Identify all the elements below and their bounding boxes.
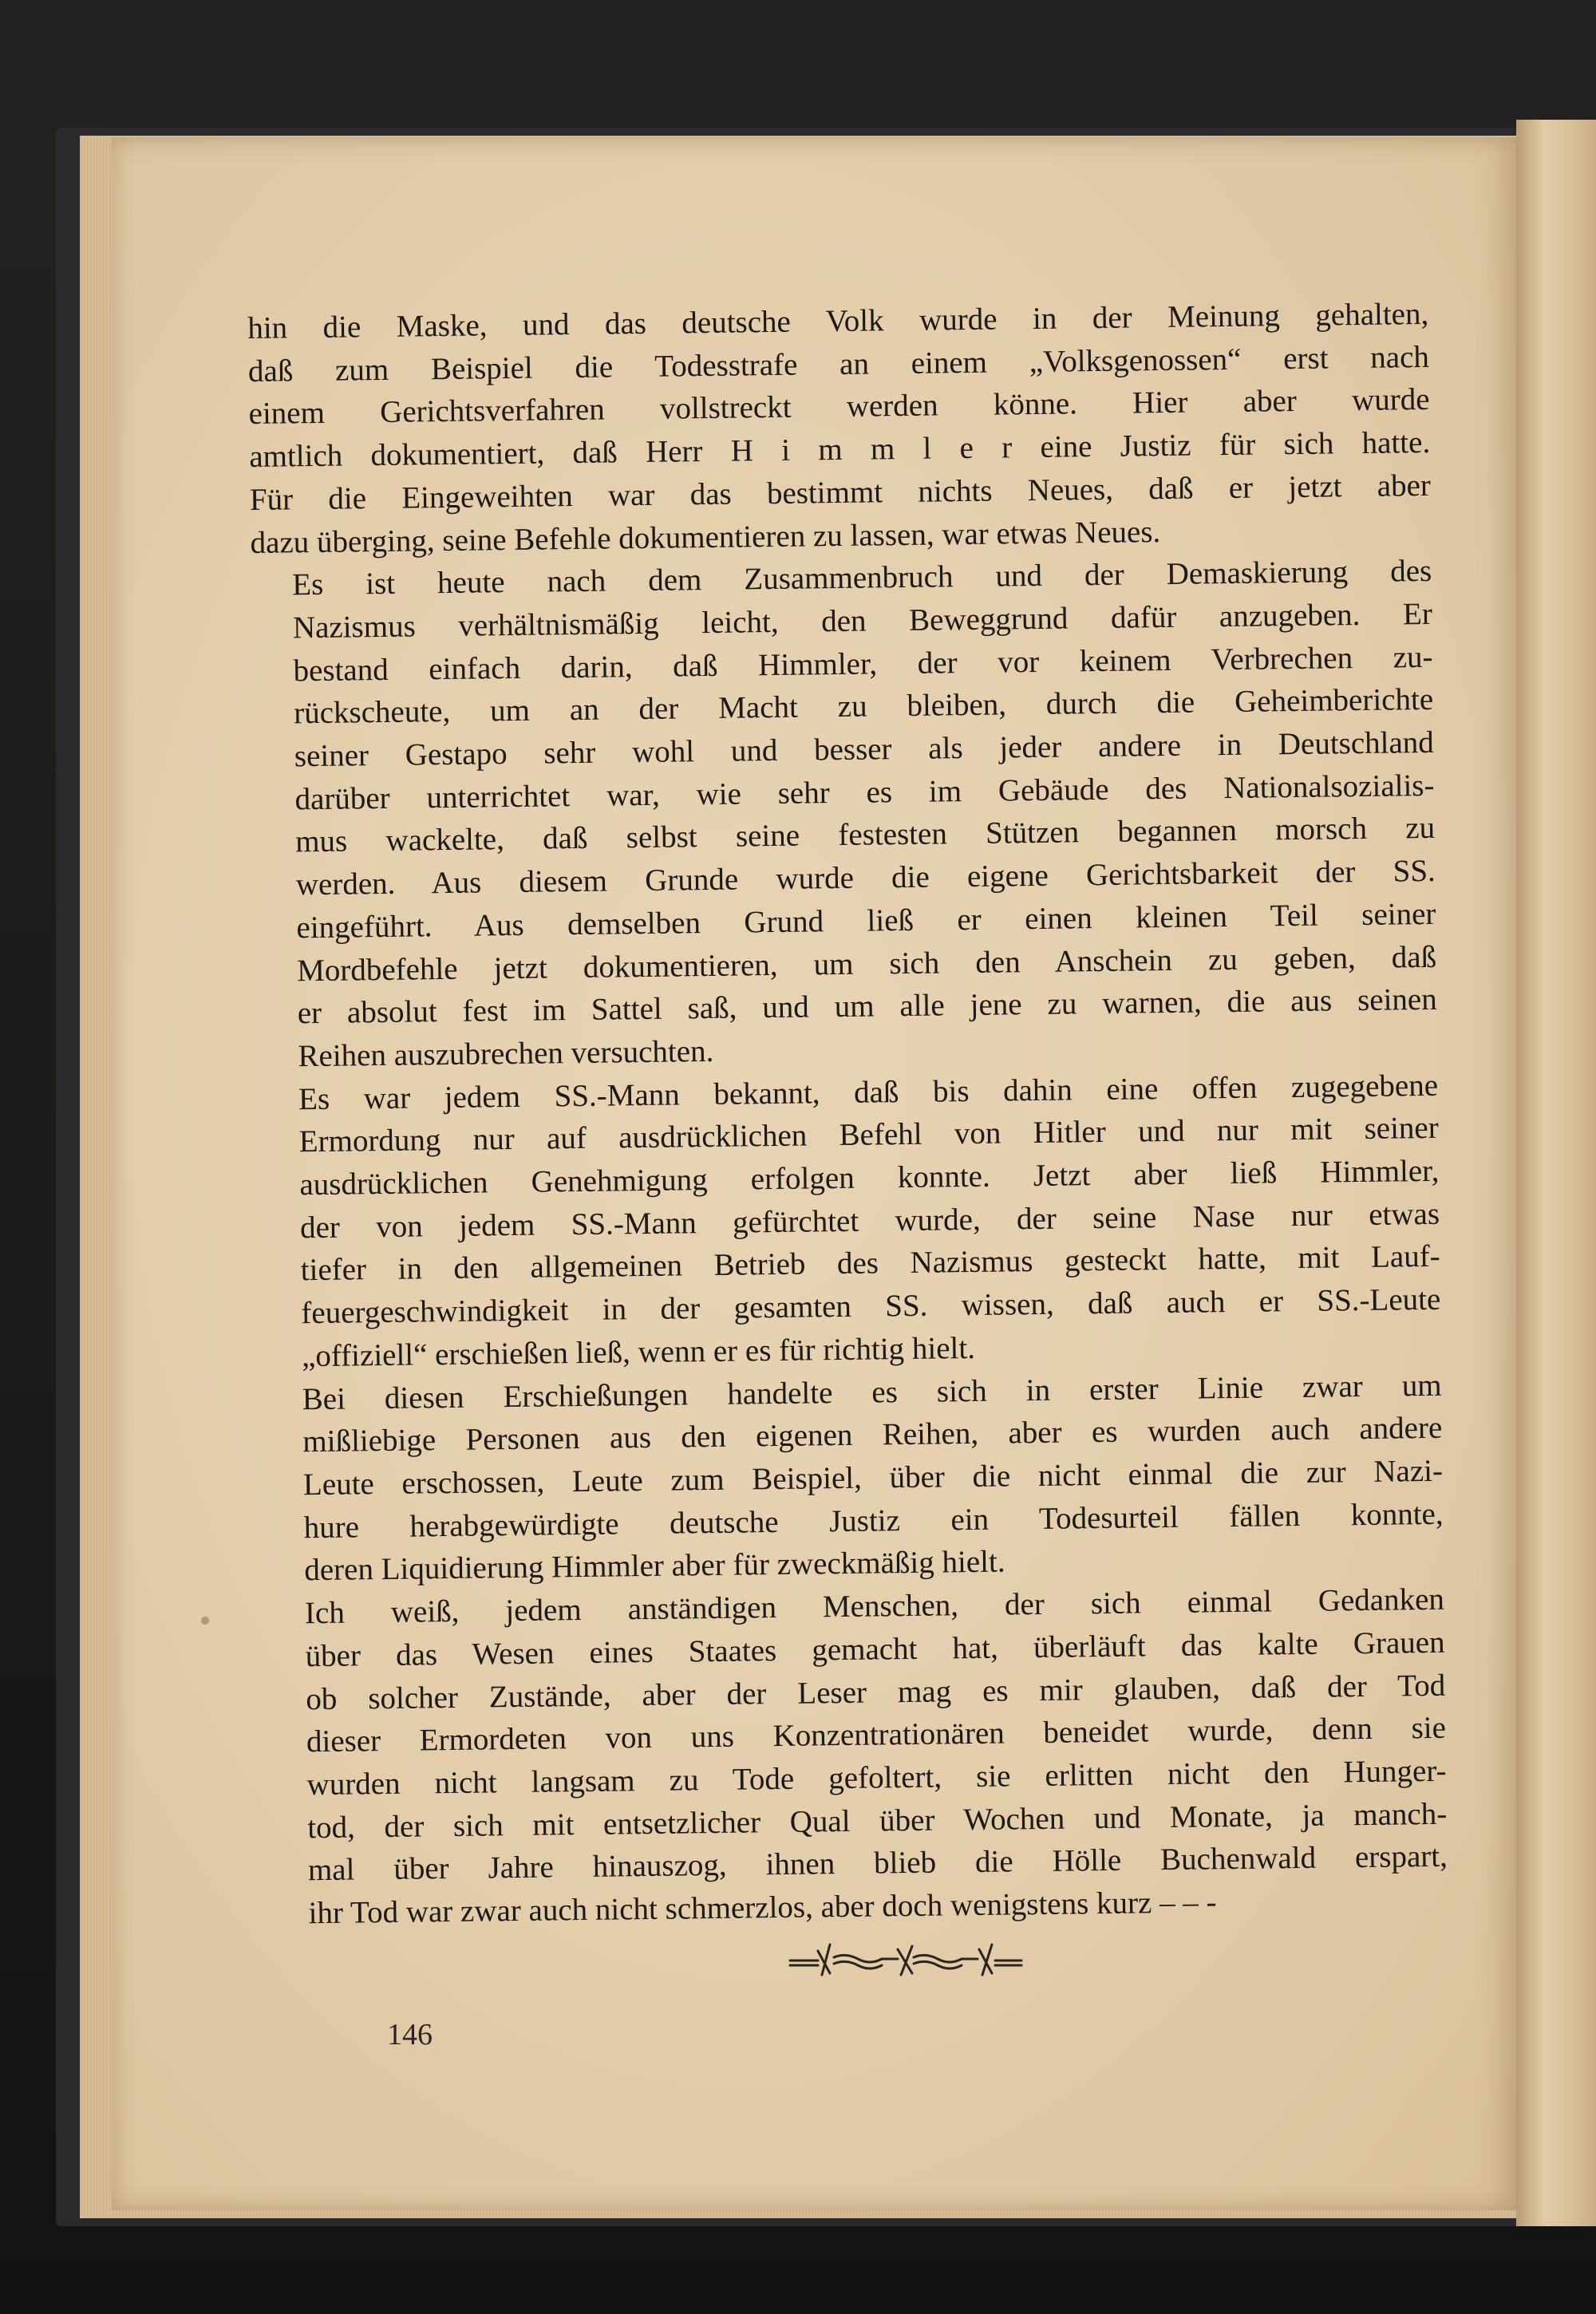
paragraph (247, 293, 1432, 564)
page-number: 146 (387, 2018, 433, 2051)
text-line: Es war jedem SS.-Mann bekannt, daß bis dahin eine offen zugegebene (298, 1068, 1439, 1116)
text-line: tiefer in den allgemeinen Betrieb des Nazismus gesteckt hatte, mit Lauf- (300, 1239, 1440, 1288)
text-line: Bei diesen Erschießungen handelte es sich in erster Linie zwar um (302, 1368, 1442, 1416)
text-line: Reihen auszubrechen versuchten. (298, 1033, 714, 1074)
paragraph (257, 1064, 1441, 1379)
body-text (247, 293, 1448, 1936)
next-page-edge (1516, 120, 1596, 2226)
text-line: der von jedem SS.-Mann gefürchtet wurde, der seine Nase nur etwas (299, 1196, 1440, 1246)
text-line: einem Gerichtsverfahren vollstreckt werden könne. Hier aber wurde (248, 382, 1430, 432)
text-line: amtlich dokumentiert, daß Herr H i m m l e r eine Justiz für sich hatte. (249, 425, 1431, 475)
text-line: ausdrücklichen Genehmigung erfolgen konnte. Jetzt aber ließ Himmler, (299, 1153, 1440, 1202)
text-line: rückscheute, um an der Macht zu bleiben, durch die Geheimberichte (293, 682, 1434, 731)
text-line: dieser Ermordeten von uns Konzentrationären beneidet wurde, denn sie (306, 1710, 1447, 1759)
paper-speck (201, 1617, 209, 1625)
text-line: Für die Eingeweihten war das bestimmt nichts Neues, daß er jetzt aber (249, 468, 1432, 517)
text-line: hure herabgewürdigte deutsche Justiz ein Todesurteil fällen konnte, (303, 1496, 1444, 1545)
text-line: Leute erschossen, Leute zum Beispiel, über die nicht einmal die zur Nazi- (302, 1453, 1444, 1503)
text-line: ob solcher Zustände, aber der Leser mag es mir glauben, daß der Tod (306, 1668, 1446, 1716)
text-line: mus wackelte, daß selbst seine festesten Stützen begannen morsch zu (294, 811, 1436, 859)
text-line: deren Liquidierung Himmler aber für zweckmäßig hielt. (304, 1544, 1005, 1588)
text-line: Ermordung nur auf ausdrücklichen Befehl von Hitler und nur mit seiner (298, 1111, 1439, 1159)
text-line: daß zum Beispiel die Todesstrafe an einem „Volksgenossen“ erst nach (247, 339, 1430, 389)
text-line: „offiziell“ erschießen ließ, wenn er es für richtig hielt. (301, 1330, 976, 1374)
text-line: er absolut fest im Sattel saß, und um alle jene zu warnen, die aus seinen (297, 982, 1437, 1031)
text-line: Nazismus verhältnismäßig leicht, den Beweggrund dafür anzugeben. Er (292, 596, 1433, 646)
text-line: tod, der sich mit entsetzlicher Qual über Wochen und Monate, ja manch- (307, 1796, 1448, 1845)
text-line: darüber unterrichtet war, wie sehr es im Gebäude des Nationalsozialis- (294, 768, 1435, 817)
text-line: Es ist heute nach dem Zusammenbruch und der Demaskierung des (291, 554, 1432, 602)
paragraph (251, 550, 1438, 1078)
section-ornament (786, 1935, 1025, 1983)
text-line: eingeführt. Aus demselben Grund ließ er einen kleinen Teil seiner (296, 896, 1436, 946)
text-line: Mordbefehle jetzt dokumentieren, um sich den Anschein zu geben, daß (296, 939, 1437, 988)
text-line: ihr Tod war zwar auch nicht schmerzlos, aber doch wenigstens kurz – – - (308, 1885, 1217, 1931)
text-line: werden. Aus diesem Grunde wurde die eigene Gerichtsbarkeit der SS. (295, 854, 1436, 902)
text-line: Ich weiß, jedem anständigen Menschen, der sich einmal Gedanken (304, 1581, 1445, 1631)
text-line: mißliebige Personen aus den eigenen Reihen, aber es wurden auch andere (302, 1411, 1443, 1459)
text-line: bestand einfach darin, daß Himmler, der vor keinem Verbrechen zu- (293, 639, 1433, 688)
text-line: seiner Gestapo sehr wohl und besser als jeder andere in Deutschland (294, 725, 1435, 774)
text-line: dazu überging, seine Befehle dokumentieren zu lassen, war etwas Neues. (250, 514, 1161, 560)
text-line: über das Wesen eines Staates gemacht hat, überläuft das kalte Grauen (305, 1625, 1445, 1674)
text-line: wurden nicht langsam zu Tode gefoltert, sie erlitten nicht den Hunger- (306, 1753, 1447, 1803)
paragraph (260, 1364, 1444, 1593)
text-line: mal über Jahre hinauszog, ihnen blieb die Hölle Buchenwald erspart, (307, 1839, 1448, 1888)
paragraph (263, 1578, 1448, 1936)
text-line: hin die Maske, und das deutsche Volk wurde in der Meinung gehalten, (247, 296, 1429, 346)
text-line: feuergeschwindigkeit in der gesamten SS. wissen, daß auch er SS.-Leute (301, 1281, 1441, 1331)
